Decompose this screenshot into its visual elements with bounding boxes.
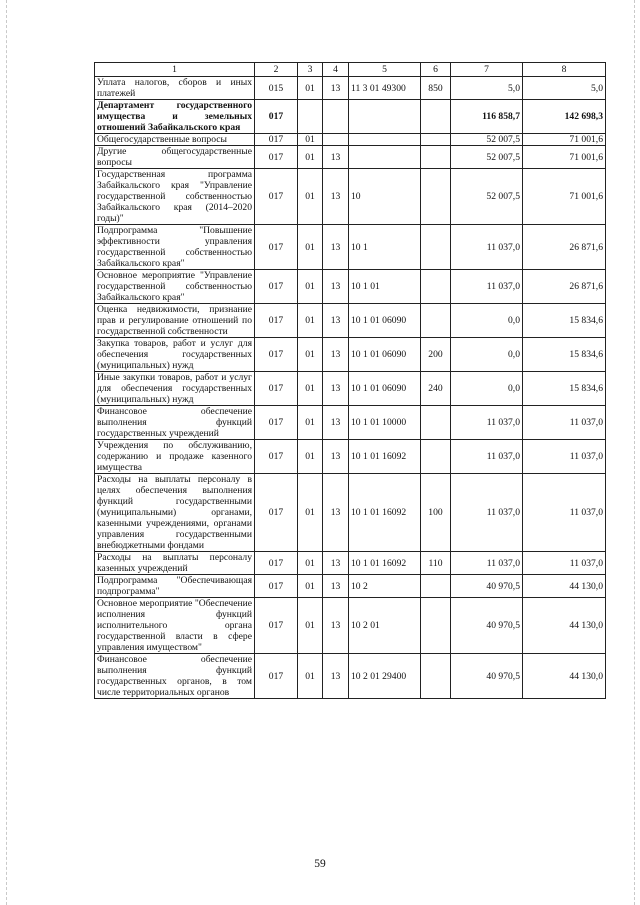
section-cell: 01 — [298, 575, 323, 598]
section-cell: 01 — [298, 372, 323, 406]
section-cell: 01 — [298, 406, 323, 440]
ministry-code-cell: 017 — [255, 270, 298, 304]
amount-year2-cell: 71 001,6 — [523, 134, 606, 146]
target-article-cell: 10 1 01 06090 — [349, 304, 421, 338]
amount-year2-cell: 44 130,0 — [523, 598, 606, 654]
amount-year1-cell: 40 970,5 — [451, 654, 523, 699]
table-row — [95, 406, 606, 440]
expense-type-cell — [421, 134, 451, 146]
budget-table — [94, 62, 606, 699]
table-row — [95, 100, 606, 134]
page-number: 59 — [314, 858, 326, 870]
amount-year2-cell: 11 037,0 — [523, 406, 606, 440]
table-row — [95, 372, 606, 406]
row-name-cell: Подпрограмма "Повышение эффективности управления государственной собственностью Забайкальского края" — [95, 225, 255, 270]
ministry-code-cell: 017 — [255, 372, 298, 406]
section-cell: 01 — [298, 440, 323, 474]
table-row — [95, 169, 606, 225]
row-name-cell: Государственная программа Забайкальского края "Управление государственной собственностью Забайкальского края (2014–2020 годы)" — [95, 169, 255, 225]
ministry-code-cell: 017 — [255, 575, 298, 598]
section-cell: 01 — [298, 598, 323, 654]
subsection-cell: 13 — [323, 169, 349, 225]
row-name-cell: Расходы на выплаты персоналу в целях обеспечения выполнения функций государственными (муниципальными) органами, казенными учреждениями, органами управления государственными внебюджетными фондами — [95, 474, 255, 552]
ministry-code-cell: 017 — [255, 474, 298, 552]
table-row — [95, 474, 606, 552]
expense-type-cell: 100 — [421, 474, 451, 552]
expense-type-cell: 240 — [421, 372, 451, 406]
subsection-cell: 13 — [323, 406, 349, 440]
ministry-code-cell: 017 — [255, 304, 298, 338]
target-article-cell: 10 1 01 16092 — [349, 474, 421, 552]
row-name-cell: Учреждения по обслуживанию, содержанию и продаже казенного имущества — [95, 440, 255, 474]
amount-year2-cell: 142 698,3 — [523, 100, 606, 134]
subsection-cell — [323, 134, 349, 146]
amount-year2-cell: 15 834,6 — [523, 338, 606, 372]
amount-year2-cell: 11 037,0 — [523, 440, 606, 474]
amount-year2-cell: 26 871,6 — [523, 270, 606, 304]
section-cell: 01 — [298, 225, 323, 270]
subsection-cell: 13 — [323, 575, 349, 598]
amount-year2-cell: 44 130,0 — [523, 654, 606, 699]
ministry-code-cell: 017 — [255, 169, 298, 225]
ministry-code-cell: 017 — [255, 598, 298, 654]
target-article-cell: 10 1 01 16092 — [349, 552, 421, 575]
amount-year2-cell: 15 834,6 — [523, 372, 606, 406]
amount-year1-cell: 11 037,0 — [451, 225, 523, 270]
ministry-code-cell: 017 — [255, 134, 298, 146]
expense-type-cell — [421, 654, 451, 699]
section-cell: 01 — [298, 270, 323, 304]
column-header: 8 — [523, 63, 606, 77]
ministry-code-cell: 017 — [255, 146, 298, 169]
row-name-cell: Иные закупки товаров, работ и услуг для обеспечения государственных (муниципальных) нужд — [95, 372, 255, 406]
table-row — [95, 552, 606, 575]
subsection-cell: 13 — [323, 270, 349, 304]
row-name-cell: Департамент государственного имущества и земельных отношений Забайкальского края — [95, 100, 255, 134]
row-name-cell: Оценка недвижимости, признание прав и регулирование отношений по государственной собственности — [95, 304, 255, 338]
column-header: 5 — [349, 63, 421, 77]
table-row — [95, 575, 606, 598]
ministry-code-cell: 017 — [255, 552, 298, 575]
amount-year2-cell: 11 037,0 — [523, 552, 606, 575]
table-row — [95, 77, 606, 100]
amount-year1-cell: 5,0 — [451, 77, 523, 100]
expense-type-cell: 850 — [421, 77, 451, 100]
column-header: 1 — [95, 63, 255, 77]
subsection-cell: 13 — [323, 338, 349, 372]
subsection-cell: 13 — [323, 440, 349, 474]
target-article-cell: 10 1 01 06090 — [349, 338, 421, 372]
amount-year1-cell: 40 970,5 — [451, 598, 523, 654]
column-header: 4 — [323, 63, 349, 77]
table-row — [95, 270, 606, 304]
target-article-cell: 10 1 01 — [349, 270, 421, 304]
expense-type-cell — [421, 304, 451, 338]
table-row — [95, 598, 606, 654]
target-article-cell: 10 2 — [349, 575, 421, 598]
expense-type-cell — [421, 440, 451, 474]
row-name-cell: Общегосударственные вопросы — [95, 134, 255, 146]
subsection-cell: 13 — [323, 77, 349, 100]
amount-year1-cell: 116 858,7 — [451, 100, 523, 134]
target-article-cell: 10 1 01 10000 — [349, 406, 421, 440]
ministry-code-cell: 015 — [255, 77, 298, 100]
target-article-cell: 10 2 01 29400 — [349, 654, 421, 699]
column-header: 6 — [421, 63, 451, 77]
expense-type-cell — [421, 270, 451, 304]
amount-year2-cell: 71 001,6 — [523, 169, 606, 225]
target-article-cell — [349, 134, 421, 146]
subsection-cell: 13 — [323, 654, 349, 699]
section-cell: 01 — [298, 169, 323, 225]
table-row — [95, 134, 606, 146]
expense-type-cell — [421, 100, 451, 134]
scan-edge-left — [6, 0, 7, 905]
ministry-code-cell: 017 — [255, 654, 298, 699]
amount-year1-cell: 11 037,0 — [451, 270, 523, 304]
table-row — [95, 440, 606, 474]
target-article-cell: 10 1 01 06090 — [349, 372, 421, 406]
subsection-cell: 13 — [323, 225, 349, 270]
amount-year1-cell: 11 037,0 — [451, 474, 523, 552]
ministry-code-cell: 017 — [255, 406, 298, 440]
table-row — [95, 304, 606, 338]
expense-type-cell — [421, 225, 451, 270]
table-row — [95, 225, 606, 270]
expense-type-cell — [421, 598, 451, 654]
subsection-cell: 13 — [323, 552, 349, 575]
column-header: 2 — [255, 63, 298, 77]
target-article-cell: 11 3 01 49300 — [349, 77, 421, 100]
target-article-cell: 10 — [349, 169, 421, 225]
subsection-cell — [323, 100, 349, 134]
amount-year2-cell: 5,0 — [523, 77, 606, 100]
row-name-cell: Подпрограмма "Обеспечивающая подпрограмма" — [95, 575, 255, 598]
amount-year1-cell: 52 007,5 — [451, 169, 523, 225]
amount-year1-cell: 52 007,5 — [451, 134, 523, 146]
table-row — [95, 654, 606, 699]
expense-type-cell: 110 — [421, 552, 451, 575]
amount-year1-cell: 52 007,5 — [451, 146, 523, 169]
target-article-cell: 10 1 01 16092 — [349, 440, 421, 474]
section-cell: 01 — [298, 654, 323, 699]
ministry-code-cell: 017 — [255, 100, 298, 134]
target-article-cell: 10 2 01 — [349, 598, 421, 654]
expense-type-cell — [421, 146, 451, 169]
amount-year2-cell: 26 871,6 — [523, 225, 606, 270]
subsection-cell: 13 — [323, 304, 349, 338]
section-cell: 01 — [298, 146, 323, 169]
amount-year1-cell: 0,0 — [451, 338, 523, 372]
subsection-cell: 13 — [323, 474, 349, 552]
amount-year2-cell: 71 001,6 — [523, 146, 606, 169]
row-name-cell: Основное мероприятие "Управление государственной собственностью Забайкальского края" — [95, 270, 255, 304]
table-row — [95, 146, 606, 169]
row-name-cell: Другие общегосударственные вопросы — [95, 146, 255, 169]
subsection-cell: 13 — [323, 372, 349, 406]
row-name-cell: Уплата налогов, сборов и иных платежей — [95, 77, 255, 100]
amount-year1-cell: 11 037,0 — [451, 552, 523, 575]
section-cell: 01 — [298, 134, 323, 146]
amount-year2-cell: 44 130,0 — [523, 575, 606, 598]
scan-edge-right — [634, 0, 635, 905]
row-name-cell: Основное мероприятие "Обеспечение исполнения функций исполнительного органа государственной власти в сфере управления имуществом" — [95, 598, 255, 654]
column-header: 7 — [451, 63, 523, 77]
ministry-code-cell: 017 — [255, 338, 298, 372]
amount-year1-cell: 11 037,0 — [451, 440, 523, 474]
ministry-code-cell: 017 — [255, 440, 298, 474]
section-cell — [298, 100, 323, 134]
ministry-code-cell: 017 — [255, 225, 298, 270]
section-cell: 01 — [298, 77, 323, 100]
row-name-cell: Расходы на выплаты персоналу казенных учреждений — [95, 552, 255, 575]
amount-year2-cell: 11 037,0 — [523, 474, 606, 552]
row-name-cell: Закупка товаров, работ и услуг для обеспечения государственных (муниципальных) нужд — [95, 338, 255, 372]
table-row — [95, 338, 606, 372]
section-cell: 01 — [298, 338, 323, 372]
target-article-cell — [349, 100, 421, 134]
amount-year1-cell: 0,0 — [451, 304, 523, 338]
column-header: 3 — [298, 63, 323, 77]
subsection-cell: 13 — [323, 598, 349, 654]
section-cell: 01 — [298, 552, 323, 575]
section-cell: 01 — [298, 474, 323, 552]
expense-type-cell — [421, 575, 451, 598]
table-header-row — [95, 63, 606, 77]
amount-year1-cell: 0,0 — [451, 372, 523, 406]
expense-type-cell — [421, 169, 451, 225]
row-name-cell: Финансовое обеспечение выполнения функций государственных органов, в том числе территориальных органов — [95, 654, 255, 699]
target-article-cell: 10 1 — [349, 225, 421, 270]
expense-type-cell: 200 — [421, 338, 451, 372]
row-name-cell: Финансовое обеспечение выполнения функций государственных учреждений — [95, 406, 255, 440]
subsection-cell: 13 — [323, 146, 349, 169]
amount-year1-cell: 11 037,0 — [451, 406, 523, 440]
target-article-cell — [349, 146, 421, 169]
amount-year2-cell: 15 834,6 — [523, 304, 606, 338]
expense-type-cell — [421, 406, 451, 440]
section-cell: 01 — [298, 304, 323, 338]
amount-year1-cell: 40 970,5 — [451, 575, 523, 598]
